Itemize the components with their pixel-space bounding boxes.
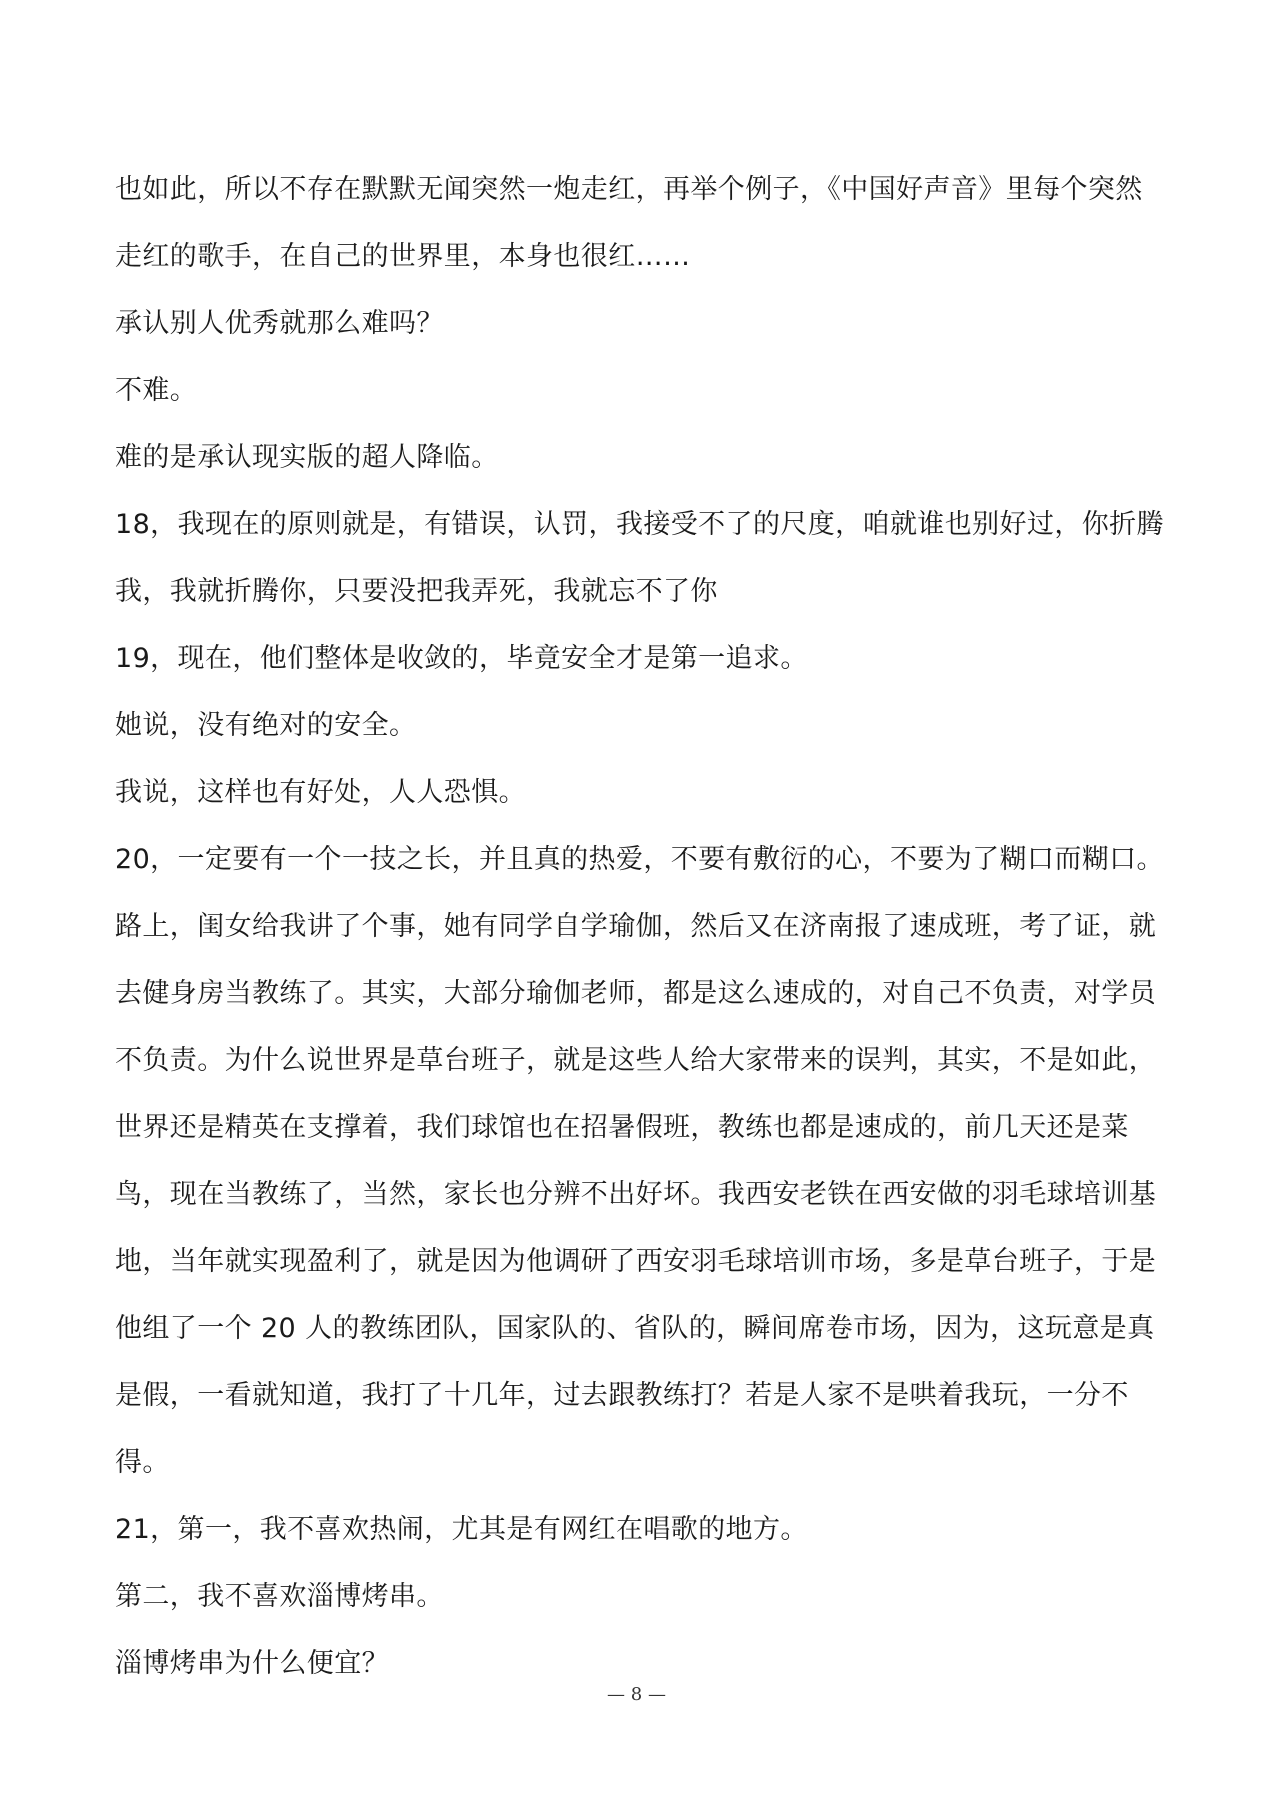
paragraph-item-19: 19，现在，他们整体是收敛的，毕竟安全才是第一追求。 [115,643,808,674]
paragraph: 我说，这样也有好处，人人恐惧。 [115,777,526,808]
paragraph-item-20: 20，一定要有一个一技之长，并且真的热爱，不要有敷衍的心，不要为了糊口而糊口。路上，闺女给我讲了个事，她有同学自学瑜伽，然后又在济南报了速成班，考了证，就去健身房当教练了。其实，大部分瑜伽老师，都是这么速成的，对自己不负责，对学员不负责。为什么说世界是草台班子，就是这些人给大家带来的误判，其实，不是如此，世界还是精英在支撑着，我们球馆也在招暑假班，教练也都是速成的，前几天还是菜鸟，现在当教练了，当然，家长也分辨不出好坏。我西安老铁在西安做的羽毛球培训基地，当年就实现盈利了，就是因为他调研了西安羽毛球培训市场，多是草台班子，于是他组了一个 20 人的教练团队，国家队的、省队的，瞬间席卷市场，因为，这玩意是真是假，一看就知道，我打了十几年，过去跟教练打？若是人家不是哄着我玩，一分不得。 [115,844,1164,1478]
page-number: — 8 — [607,1684,666,1705]
paragraph: 承认别人优秀就那么难吗？ [115,308,444,339]
document-body [115,156,1170,1697]
paragraph-item-18: 18，我现在的原则就是，有错误，认罚，我接受不了的尺度，咱就谁也别好过，你折腾我，我就折腾你，只要没把我弄死，我就忘不了你 [115,509,1164,607]
paragraph: 第二，我不喜欢淄博烤串。 [115,1581,444,1612]
paragraph: 不难。 [115,375,198,406]
paragraph-item-21: 21，第一，我不喜欢热闹，尤其是有网红在唱歌的地方。 [115,1514,808,1545]
paragraph: 淄博烤串为什么便宜？ [115,1648,389,1679]
paragraph-continuation: 也如此，所以不存在默默无闻突然一炮走红，再举个例子，《中国好声音》里每个突然走红的歌手，在自己的世界里，本身也很红…… [115,174,1143,272]
paragraph: 难的是承认现实版的超人降临。 [115,442,499,473]
paragraph: 她说，没有绝对的安全。 [115,710,417,741]
